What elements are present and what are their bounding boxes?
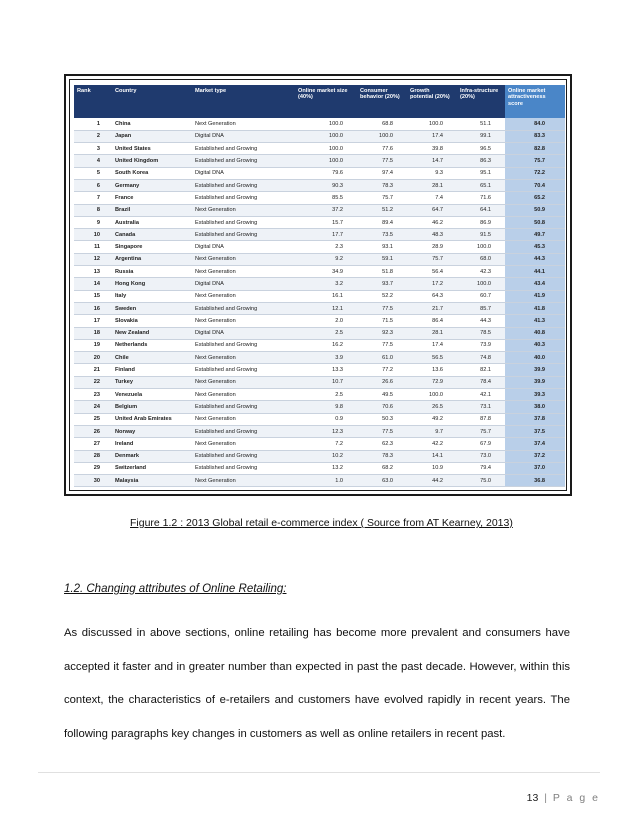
cell-online-market-size: 15.7 (295, 216, 357, 228)
cell-online-market-size: 100.0 (295, 118, 357, 130)
cell-online-market-size: 2.3 (295, 241, 357, 253)
cell-infrastructure: 67.9 (457, 438, 505, 450)
cell-infrastructure: 86.3 (457, 155, 505, 167)
cell-rank: 29 (74, 462, 112, 474)
cell-score: 41.3 (505, 315, 565, 327)
cell-growth-potential: 56.5 (407, 352, 457, 364)
cell-rank: 12 (74, 253, 112, 265)
cell-infrastructure: 79.4 (457, 462, 505, 474)
cell-country: Turkey (112, 376, 192, 388)
footer-separator: | (544, 792, 547, 804)
cell-score: 50.8 (505, 216, 565, 228)
cell-online-market-size: 17.7 (295, 229, 357, 241)
cell-infrastructure: 42.3 (457, 266, 505, 278)
cell-online-market-size: 10.7 (295, 376, 357, 388)
cell-online-market-size: 1.0 (295, 475, 357, 487)
cell-online-market-size: 100.0 (295, 130, 357, 142)
cell-rank: 28 (74, 450, 112, 462)
cell-consumer-behavior: 77.5 (357, 339, 407, 351)
cell-market-type: Digital DNA (192, 130, 295, 142)
header-growth-potential: Growth potential (20%) (407, 85, 457, 118)
cell-growth-potential: 44.2 (407, 475, 457, 487)
cell-country: Australia (112, 216, 192, 228)
cell-online-market-size: 16.1 (295, 290, 357, 302)
cell-growth-potential: 17.4 (407, 339, 457, 351)
cell-infrastructure: 71.6 (457, 192, 505, 204)
cell-market-type: Next Generation (192, 438, 295, 450)
cell-rank: 18 (74, 327, 112, 339)
cell-online-market-size: 0.9 (295, 413, 357, 425)
table-row (74, 241, 565, 253)
cell-online-market-size: 9.2 (295, 253, 357, 265)
header-infrastructure: Infra-structure (20%) (457, 85, 505, 118)
cell-infrastructure: 96.5 (457, 143, 505, 155)
cell-market-type: Next Generation (192, 266, 295, 278)
cell-consumer-behavior: 100.0 (357, 130, 407, 142)
table-row (74, 118, 565, 130)
cell-score: 45.3 (505, 241, 565, 253)
cell-rank: 15 (74, 290, 112, 302)
cell-growth-potential: 39.8 (407, 143, 457, 155)
cell-market-type: Next Generation (192, 118, 295, 130)
cell-infrastructure: 85.7 (457, 302, 505, 314)
cell-rank: 14 (74, 278, 112, 290)
cell-online-market-size: 90.3 (295, 179, 357, 191)
cell-rank: 8 (74, 204, 112, 216)
cell-market-type: Next Generation (192, 253, 295, 265)
cell-online-market-size: 100.0 (295, 143, 357, 155)
cell-consumer-behavior: 62.3 (357, 438, 407, 450)
cell-rank: 20 (74, 352, 112, 364)
cell-market-type: Next Generation (192, 290, 295, 302)
cell-online-market-size: 2.5 (295, 389, 357, 401)
cell-online-market-size: 12.3 (295, 425, 357, 437)
cell-consumer-behavior: 77.5 (357, 425, 407, 437)
table-row (74, 229, 565, 241)
cell-market-type: Digital DNA (192, 278, 295, 290)
table-header-row (74, 85, 565, 118)
cell-market-type: Established and Growing (192, 462, 295, 474)
cell-infrastructure: 60.7 (457, 290, 505, 302)
cell-market-type: Established and Growing (192, 302, 295, 314)
cell-online-market-size: 10.2 (295, 450, 357, 462)
table-row (74, 389, 565, 401)
cell-infrastructure: 74.8 (457, 352, 505, 364)
cell-infrastructure: 91.5 (457, 229, 505, 241)
table-row (74, 425, 565, 437)
table-row (74, 179, 565, 191)
cell-market-type: Established and Growing (192, 450, 295, 462)
cell-consumer-behavior: 75.7 (357, 192, 407, 204)
cell-infrastructure: 51.1 (457, 118, 505, 130)
cell-score: 44.1 (505, 266, 565, 278)
cell-rank: 1 (74, 118, 112, 130)
cell-market-type: Next Generation (192, 352, 295, 364)
cell-market-type: Digital DNA (192, 167, 295, 179)
cell-market-type: Established and Growing (192, 143, 295, 155)
cell-country: United Kingdom (112, 155, 192, 167)
cell-rank: 2 (74, 130, 112, 142)
header-country: Country (112, 85, 192, 118)
cell-rank: 19 (74, 339, 112, 351)
cell-online-market-size: 16.2 (295, 339, 357, 351)
cell-score: 37.4 (505, 438, 565, 450)
cell-score: 41.9 (505, 290, 565, 302)
cell-score: 40.8 (505, 327, 565, 339)
cell-consumer-behavior: 78.3 (357, 179, 407, 191)
cell-consumer-behavior: 51.2 (357, 204, 407, 216)
table-row (74, 413, 565, 425)
table-row (74, 290, 565, 302)
cell-consumer-behavior: 63.0 (357, 475, 407, 487)
cell-country: Japan (112, 130, 192, 142)
cell-consumer-behavior: 59.1 (357, 253, 407, 265)
cell-consumer-behavior: 51.8 (357, 266, 407, 278)
cell-score: 84.0 (505, 118, 565, 130)
cell-rank: 3 (74, 143, 112, 155)
cell-infrastructure: 73.0 (457, 450, 505, 462)
cell-country: Ireland (112, 438, 192, 450)
cell-infrastructure: 42.1 (457, 389, 505, 401)
cell-growth-potential: 7.4 (407, 192, 457, 204)
cell-growth-potential: 100.0 (407, 389, 457, 401)
cell-market-type: Digital DNA (192, 327, 295, 339)
cell-score: 40.0 (505, 352, 565, 364)
cell-infrastructure: 44.3 (457, 315, 505, 327)
header-online-market-size: Online market size (40%) (295, 85, 357, 118)
section-heading: 1.2. Changing attributes of Online Retailing: (64, 583, 287, 595)
cell-consumer-behavior: 77.2 (357, 364, 407, 376)
cell-growth-potential: 28.1 (407, 327, 457, 339)
cell-score: 82.8 (505, 143, 565, 155)
cell-country: Venezuela (112, 389, 192, 401)
figure-inner-border (69, 79, 567, 491)
table-row (74, 438, 565, 450)
cell-growth-potential: 75.7 (407, 253, 457, 265)
cell-growth-potential: 46.2 (407, 216, 457, 228)
cell-online-market-size: 13.2 (295, 462, 357, 474)
cell-growth-potential: 17.2 (407, 278, 457, 290)
figure-caption: Figure 1.2 : 2013 Global retail e-commerce index ( Source from AT Kearney, 2013) (130, 517, 513, 529)
cell-country: United Arab Emirates (112, 413, 192, 425)
header-consumer-behavior: Consumer behavior (20%) (357, 85, 407, 118)
cell-score: 36.8 (505, 475, 565, 487)
cell-country: New Zealand (112, 327, 192, 339)
cell-rank: 25 (74, 413, 112, 425)
cell-online-market-size: 79.6 (295, 167, 357, 179)
cell-infrastructure: 87.8 (457, 413, 505, 425)
cell-growth-potential: 100.0 (407, 118, 457, 130)
cell-country: Italy (112, 290, 192, 302)
cell-infrastructure: 86.9 (457, 216, 505, 228)
cell-rank: 17 (74, 315, 112, 327)
cell-country: Russia (112, 266, 192, 278)
cell-growth-potential: 9.7 (407, 425, 457, 437)
cell-consumer-behavior: 71.5 (357, 315, 407, 327)
body-paragraph: As discussed in above sections, online retailing has become more prevalent and consumers have accepted it faster and in greater number than expected in past the past decade. However, within this context, the characteristics of e-retailers and customers have evolved rapidly in recent years. The following paragraphs key changes in customers as well as online retailers in recent past. (64, 627, 570, 740)
cell-rank: 23 (74, 389, 112, 401)
cell-growth-potential: 86.4 (407, 315, 457, 327)
cell-country: Switzerland (112, 462, 192, 474)
cell-rank: 27 (74, 438, 112, 450)
cell-score: 83.3 (505, 130, 565, 142)
cell-rank: 4 (74, 155, 112, 167)
table-row (74, 339, 565, 351)
cell-country: Canada (112, 229, 192, 241)
cell-score: 44.3 (505, 253, 565, 265)
cell-infrastructure: 73.9 (457, 339, 505, 351)
cell-infrastructure: 78.4 (457, 376, 505, 388)
table-row (74, 143, 565, 155)
cell-consumer-behavior: 73.5 (357, 229, 407, 241)
cell-rank: 24 (74, 401, 112, 413)
cell-market-type: Established and Growing (192, 179, 295, 191)
cell-growth-potential: 56.4 (407, 266, 457, 278)
cell-country: Finland (112, 364, 192, 376)
cell-consumer-behavior: 52.2 (357, 290, 407, 302)
cell-consumer-behavior: 61.0 (357, 352, 407, 364)
cell-consumer-behavior: 68.2 (357, 462, 407, 474)
page-word: P a g e (552, 792, 600, 804)
cell-rank: 11 (74, 241, 112, 253)
cell-rank: 26 (74, 425, 112, 437)
table-row (74, 216, 565, 228)
cell-score: 75.7 (505, 155, 565, 167)
page-number: 13 (526, 792, 539, 804)
cell-consumer-behavior: 78.3 (357, 450, 407, 462)
cell-growth-potential: 9.3 (407, 167, 457, 179)
table-row (74, 253, 565, 265)
cell-infrastructure: 95.1 (457, 167, 505, 179)
table-row (74, 167, 565, 179)
cell-growth-potential: 64.3 (407, 290, 457, 302)
cell-score: 37.8 (505, 413, 565, 425)
footer-divider (38, 772, 600, 773)
cell-market-type: Next Generation (192, 376, 295, 388)
cell-growth-potential: 49.2 (407, 413, 457, 425)
cell-infrastructure: 73.1 (457, 401, 505, 413)
cell-growth-potential: 14.1 (407, 450, 457, 462)
cell-online-market-size: 85.5 (295, 192, 357, 204)
cell-market-type: Established and Growing (192, 155, 295, 167)
cell-rank: 7 (74, 192, 112, 204)
cell-growth-potential: 14.7 (407, 155, 457, 167)
cell-growth-potential: 10.9 (407, 462, 457, 474)
cell-country: Malaysia (112, 475, 192, 487)
cell-rank: 10 (74, 229, 112, 241)
cell-country: Norway (112, 425, 192, 437)
ecommerce-index-table-image (74, 85, 565, 487)
cell-country: Argentina (112, 253, 192, 265)
cell-country: Denmark (112, 450, 192, 462)
cell-consumer-behavior: 77.6 (357, 143, 407, 155)
table-row (74, 364, 565, 376)
cell-consumer-behavior: 50.3 (357, 413, 407, 425)
table-row (74, 462, 565, 474)
table-row (74, 130, 565, 142)
cell-growth-potential: 26.5 (407, 401, 457, 413)
cell-online-market-size: 3.2 (295, 278, 357, 290)
cell-consumer-behavior: 49.5 (357, 389, 407, 401)
cell-country: Singapore (112, 241, 192, 253)
cell-score: 39.3 (505, 389, 565, 401)
cell-market-type: Established and Growing (192, 229, 295, 241)
cell-country: Slovakia (112, 315, 192, 327)
cell-consumer-behavior: 26.6 (357, 376, 407, 388)
figure-frame (64, 74, 572, 496)
cell-market-type: Established and Growing (192, 364, 295, 376)
cell-score: 50.9 (505, 204, 565, 216)
table-row (74, 192, 565, 204)
table-row (74, 327, 565, 339)
cell-score: 37.2 (505, 450, 565, 462)
cell-score: 40.3 (505, 339, 565, 351)
cell-market-type: Next Generation (192, 204, 295, 216)
cell-infrastructure: 100.0 (457, 278, 505, 290)
cell-infrastructure: 75.0 (457, 475, 505, 487)
cell-online-market-size: 2.5 (295, 327, 357, 339)
cell-market-type: Established and Growing (192, 401, 295, 413)
cell-market-type: Established and Growing (192, 216, 295, 228)
cell-rank: 9 (74, 216, 112, 228)
cell-consumer-behavior: 77.5 (357, 155, 407, 167)
cell-online-market-size: 100.0 (295, 155, 357, 167)
cell-market-type: Digital DNA (192, 241, 295, 253)
cell-score: 41.8 (505, 302, 565, 314)
cell-country: Brazil (112, 204, 192, 216)
table-row (74, 266, 565, 278)
cell-country: China (112, 118, 192, 130)
cell-market-type: Next Generation (192, 475, 295, 487)
cell-score: 39.9 (505, 364, 565, 376)
cell-infrastructure: 65.1 (457, 179, 505, 191)
table-row (74, 155, 565, 167)
cell-market-type: Established and Growing (192, 192, 295, 204)
cell-market-type: Established and Growing (192, 339, 295, 351)
cell-online-market-size: 7.2 (295, 438, 357, 450)
cell-score: 72.2 (505, 167, 565, 179)
cell-online-market-size: 2.0 (295, 315, 357, 327)
cell-market-type: Next Generation (192, 315, 295, 327)
cell-infrastructure: 82.1 (457, 364, 505, 376)
cell-online-market-size: 9.8 (295, 401, 357, 413)
cell-infrastructure: 78.5 (457, 327, 505, 339)
cell-country: South Korea (112, 167, 192, 179)
table-row (74, 450, 565, 462)
cell-country: Germany (112, 179, 192, 191)
cell-rank: 5 (74, 167, 112, 179)
cell-growth-potential: 64.7 (407, 204, 457, 216)
cell-infrastructure: 64.1 (457, 204, 505, 216)
cell-country: Hong Kong (112, 278, 192, 290)
cell-country: Netherlands (112, 339, 192, 351)
cell-score: 39.9 (505, 376, 565, 388)
cell-growth-potential: 48.3 (407, 229, 457, 241)
cell-growth-potential: 42.2 (407, 438, 457, 450)
table-row (74, 352, 565, 364)
cell-score: 65.2 (505, 192, 565, 204)
cell-country: United States (112, 143, 192, 155)
cell-growth-potential: 13.6 (407, 364, 457, 376)
header-market-type: Market type (192, 85, 295, 118)
cell-online-market-size: 34.9 (295, 266, 357, 278)
cell-consumer-behavior: 68.8 (357, 118, 407, 130)
cell-consumer-behavior: 97.4 (357, 167, 407, 179)
ecommerce-index-table (74, 85, 565, 487)
cell-market-type: Established and Growing (192, 425, 295, 437)
cell-growth-potential: 28.9 (407, 241, 457, 253)
cell-growth-potential: 72.9 (407, 376, 457, 388)
cell-consumer-behavior: 89.4 (357, 216, 407, 228)
table-row (74, 204, 565, 216)
cell-country: France (112, 192, 192, 204)
cell-country: Belgium (112, 401, 192, 413)
cell-rank: 30 (74, 475, 112, 487)
cell-market-type: Next Generation (192, 389, 295, 401)
cell-score: 37.0 (505, 462, 565, 474)
cell-infrastructure: 75.7 (457, 425, 505, 437)
cell-market-type: Next Generation (192, 413, 295, 425)
header-rank: Rank (74, 85, 112, 118)
cell-growth-potential: 28.1 (407, 179, 457, 191)
cell-online-market-size: 12.1 (295, 302, 357, 314)
cell-growth-potential: 17.4 (407, 130, 457, 142)
cell-consumer-behavior: 93.1 (357, 241, 407, 253)
cell-rank: 22 (74, 376, 112, 388)
cell-country: Chile (112, 352, 192, 364)
cell-online-market-size: 13.3 (295, 364, 357, 376)
cell-infrastructure: 100.0 (457, 241, 505, 253)
table-row (74, 315, 565, 327)
cell-consumer-behavior: 92.3 (357, 327, 407, 339)
cell-infrastructure: 99.1 (457, 130, 505, 142)
table-row (74, 278, 565, 290)
cell-score: 43.4 (505, 278, 565, 290)
cell-consumer-behavior: 70.6 (357, 401, 407, 413)
table-body (74, 118, 565, 487)
header-attractiveness-score: Online market attractiveness score (505, 85, 565, 118)
cell-consumer-behavior: 77.5 (357, 302, 407, 314)
page-footer (527, 792, 600, 804)
cell-online-market-size: 3.9 (295, 352, 357, 364)
cell-country: Sweden (112, 302, 192, 314)
cell-online-market-size: 37.2 (295, 204, 357, 216)
table-row (74, 302, 565, 314)
cell-score: 70.4 (505, 179, 565, 191)
cell-consumer-behavior: 93.7 (357, 278, 407, 290)
cell-rank: 13 (74, 266, 112, 278)
cell-growth-potential: 21.7 (407, 302, 457, 314)
table-row (74, 475, 565, 487)
cell-rank: 6 (74, 179, 112, 191)
cell-score: 38.0 (505, 401, 565, 413)
cell-rank: 16 (74, 302, 112, 314)
cell-score: 49.7 (505, 229, 565, 241)
table-row (74, 376, 565, 388)
cell-score: 37.5 (505, 425, 565, 437)
cell-infrastructure: 68.0 (457, 253, 505, 265)
cell-rank: 21 (74, 364, 112, 376)
table-row (74, 401, 565, 413)
